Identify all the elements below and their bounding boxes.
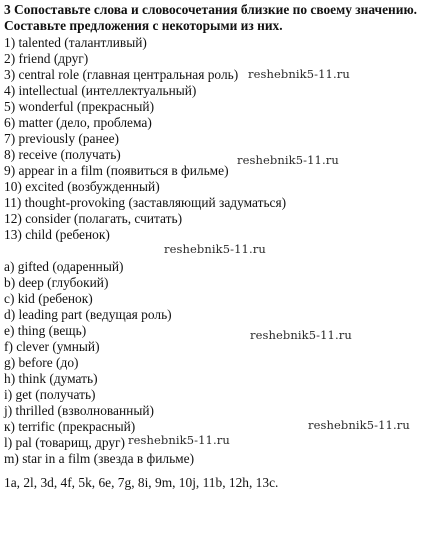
watermark: reshebnik5-11.ru [250,328,352,342]
lettered-item: d) leading part (ведущая роль) [4,307,172,322]
numbered-item: 13) child (ребенок) [4,227,110,242]
numbered-item: 5) wonderful (прекрасный) [4,99,155,114]
lettered-item: e) thing (вещь) [4,323,87,338]
lettered-item: b) deep (глубокий) [4,275,109,290]
lettered-item: l) pal (товарищ, друг) [4,435,125,450]
task-title: 3 Сопоставьте слова и словосочетания близкие по своему значению. [4,2,418,17]
numbered-item: 11) thought-provoking (заставляющий задуматься) [4,195,287,210]
watermark: reshebnik5-11.ru [237,153,339,167]
numbered-item: 3) central role (главная центральная роль) [4,67,239,82]
watermark: reshebnik5-11.ru [308,418,410,432]
numbered-item: 1) talented (талантливый) [4,35,147,50]
lettered-item: g) before (до) [4,355,79,370]
lettered-item: m) star in a film (звезда в фильме) [4,451,195,466]
numbered-item: 12) consider (полагать, считать) [4,211,183,226]
lettered-item: c) kid (ребенок) [4,291,93,306]
lettered-item: a) gifted (одаренный) [4,259,124,274]
watermark: reshebnik5-11.ru [128,433,230,447]
lettered-item: к) terrific (прекрасный) [4,419,136,434]
lettered-item: f) clever (умный) [4,339,100,354]
numbered-item: 8) receive (получать) [4,147,121,162]
numbered-item: 6) matter (дело, проблема) [4,115,152,130]
watermark: reshebnik5-11.ru [164,242,266,256]
lettered-item: h) think (думать) [4,371,98,386]
numbered-item: 10) excited (возбужденный) [4,179,160,194]
lettered-item: i) get (получать) [4,387,96,402]
watermark: reshebnik5-11.ru [248,67,350,81]
numbered-item: 9) appear in a film (появиться в фильме) [4,163,229,178]
numbered-item: 2) friend (друг) [4,51,89,66]
numbered-item: 4) intellectual (интеллектуальный) [4,83,197,98]
answer-line: 1a, 2l, 3d, 4f, 5k, 6e, 7g, 8i, 9m, 10j, 11b, 12h, 13c. [4,475,279,490]
lettered-item: j) thrilled (взволнованный) [4,403,154,418]
numbered-item: 7) previously (ранее) [4,131,119,146]
task-subtitle: Составьте предложения с некоторыми из них. [4,18,283,33]
